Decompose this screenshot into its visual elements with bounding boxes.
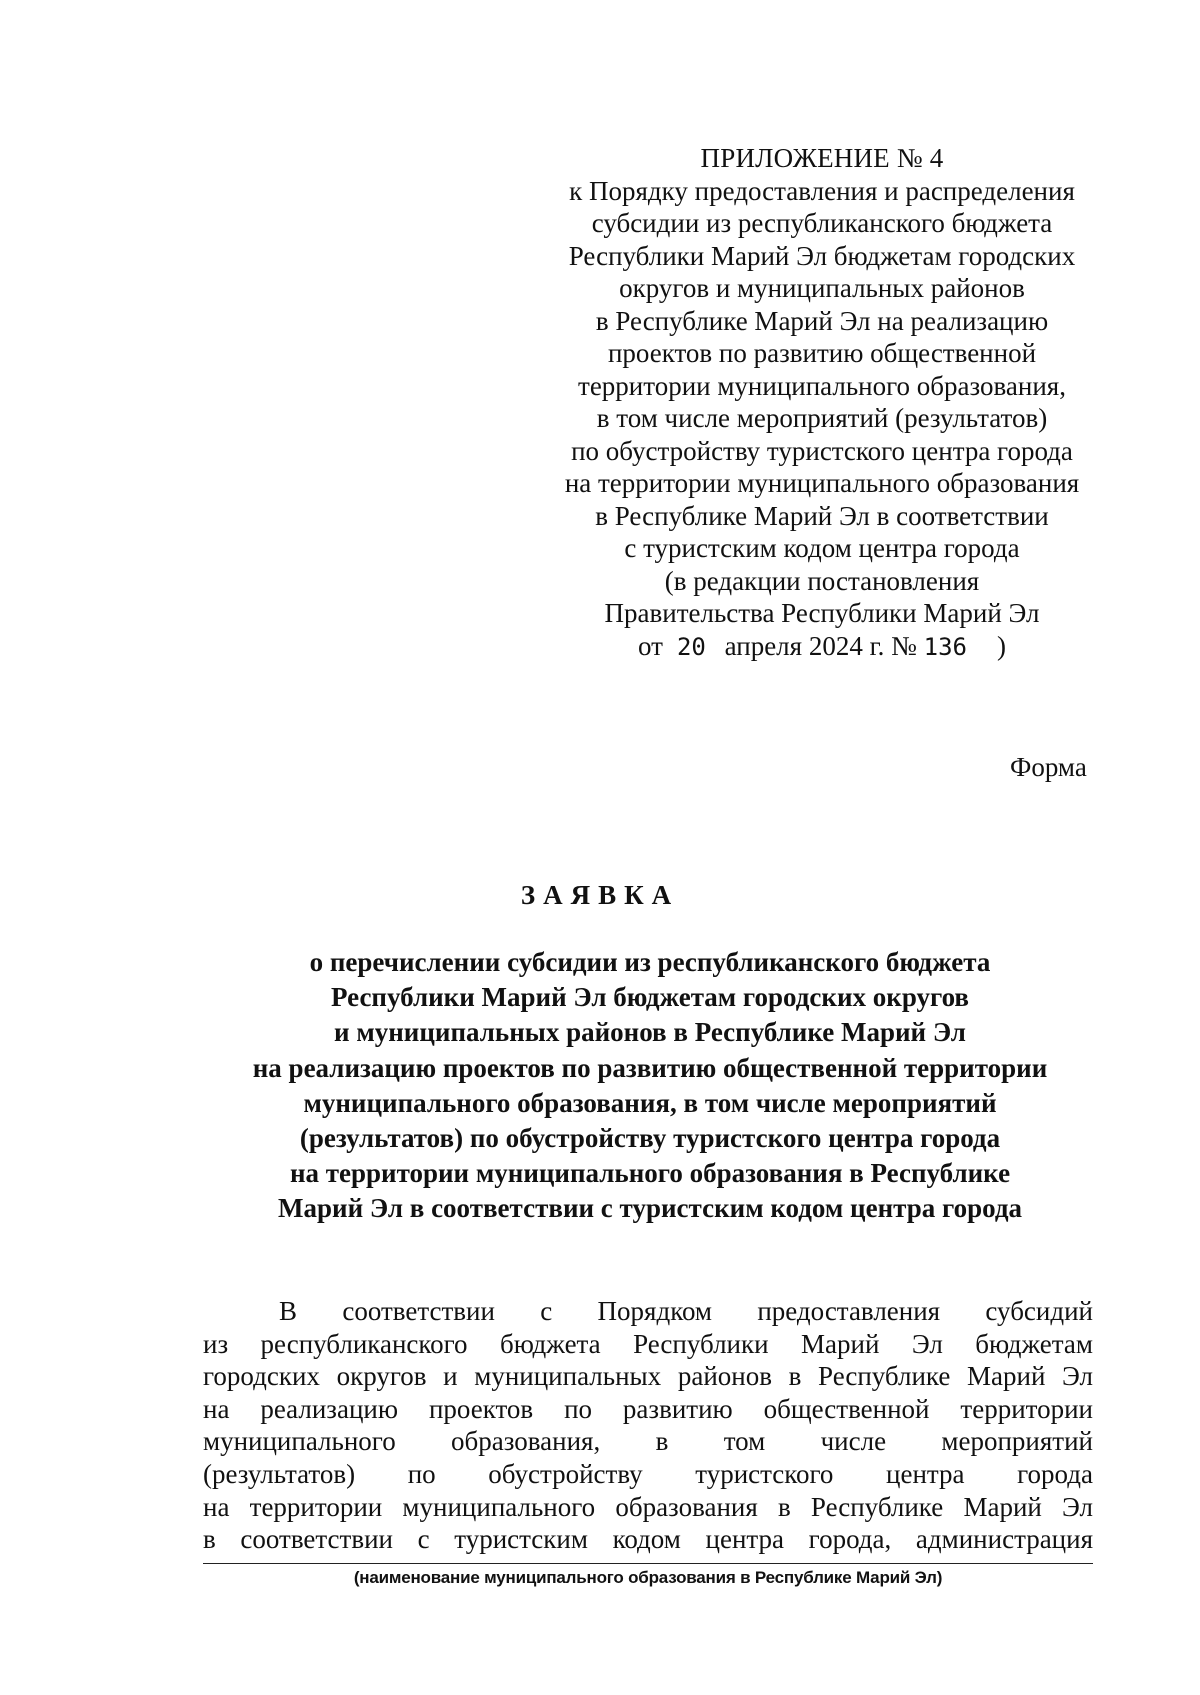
date-day: 20	[676, 632, 706, 661]
date-close: )	[996, 630, 1006, 661]
document-title: ЗАЯВКА	[520, 880, 680, 910]
appendix-block	[548, 142, 1096, 663]
form-label: Форма	[1010, 752, 1087, 782]
appendix-line: на территории муниципального образования	[564, 468, 1080, 498]
appendix-line: субсидии из республиканского бюджета	[591, 208, 1053, 238]
appendix-line: проектов по развитию общественной	[607, 338, 1037, 368]
doc-number: 136	[923, 632, 967, 661]
appendix-line: в Республике Марий Эл на реализацию	[595, 305, 1049, 336]
appendix-line: Республики Марий Эл бюджетам городских	[568, 240, 1076, 271]
body-line: городских округов и муниципальных районов в Республике Марий Эл	[203, 1361, 1093, 1392]
document-subtitle	[200, 945, 1100, 1227]
appendix-line: с туристским кодом центра города	[624, 533, 1020, 563]
appendix-line: в Республике Марий Эл в соответствии	[595, 500, 1049, 531]
body-line: муниципального образования, в том числе мероприятий	[203, 1426, 1093, 1457]
appendix-date-line	[548, 630, 1096, 664]
subtitle-line: Марий Эл в соответствии с туристским кодом центра города	[278, 1193, 1022, 1224]
appendix-line: в том числе мероприятий (результатов)	[596, 403, 1048, 433]
body-paragraph	[203, 1295, 1093, 1556]
subtitle-line: на территории муниципального образования в Республике	[289, 1158, 1011, 1189]
subtitle-line: и муниципальных районов в Республике Марий Эл	[334, 1017, 966, 1048]
subtitle-line: (результатов) по обустройству туристского центра города	[299, 1123, 1001, 1154]
municipality-name-field	[203, 1563, 1093, 1564]
body-line: на реализацию проектов по развитию общественной территории	[203, 1393, 1093, 1424]
appendix-line: территории муниципального образования,	[578, 370, 1066, 401]
appendix-line: по обустройству туристского центра города	[571, 435, 1073, 466]
appendix-title: ПРИЛОЖЕНИЕ № 4	[700, 143, 944, 173]
municipality-name-caption: (наименование муниципального образования в Республике Марий Эл)	[353, 1568, 943, 1587]
appendix-line: округов и муниципальных районов	[619, 273, 1025, 303]
subtitle-line: Республики Марий Эл бюджетам городских округов	[331, 982, 969, 1013]
body-line: в соответствии с туристским кодом центра города, администрация	[203, 1524, 1093, 1555]
date-rest: апреля 2024 г. №	[724, 630, 917, 661]
subtitle-line: муниципального образования, в том числе мероприятий	[303, 1087, 997, 1118]
body-line: на территории муниципального образования в Республике Марий Эл	[203, 1491, 1093, 1522]
subtitle-line: на реализацию проектов по развитию общественной территории	[252, 1052, 1048, 1083]
appendix-line: (в редакции постановления	[664, 565, 980, 596]
subtitle-line: о перечислении субсидии из республиканского бюджета	[309, 947, 991, 977]
date-prefix: от	[638, 630, 663, 661]
body-line: из республиканского бюджета Республики Марий Эл бюджетам	[203, 1328, 1093, 1359]
appendix-line: Правительства Республики Марий Эл	[604, 598, 1040, 628]
appendix-line: к Порядку предоставления и распределения	[569, 175, 1075, 206]
body-line: (результатов) по обустройству туристского центра города	[203, 1458, 1093, 1489]
body-line: В соответствии с Порядком предоставления субсидий	[279, 1296, 1093, 1326]
